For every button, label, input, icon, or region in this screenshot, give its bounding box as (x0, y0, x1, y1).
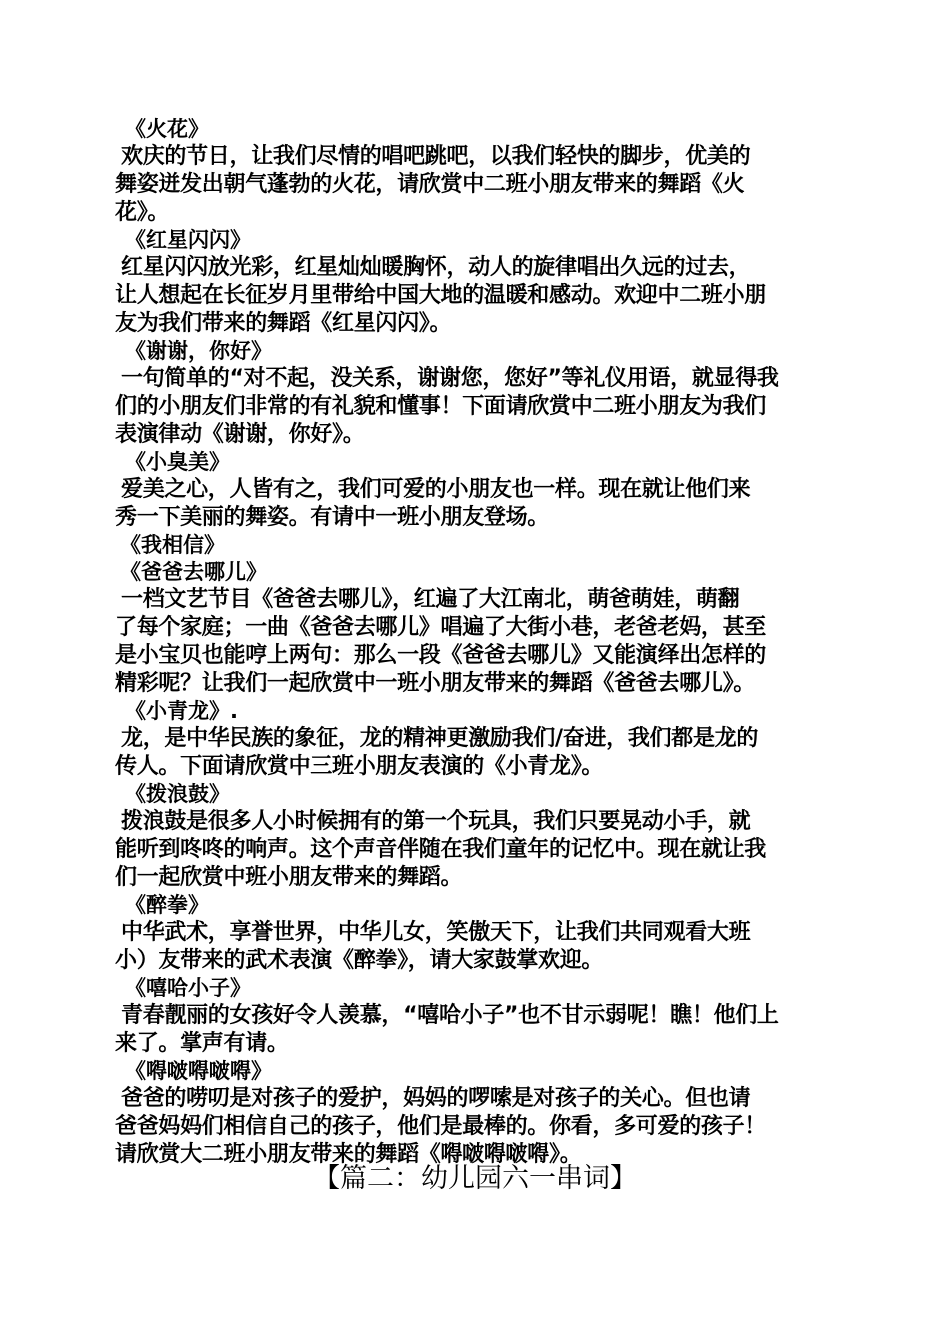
program-intro (115, 476, 837, 532)
program-title: 《火花》 (125, 117, 209, 141)
intro-line: 来了。掌声有请。 (115, 1031, 289, 1056)
intro-line: 了每个家庭；一曲《爸爸去哪儿》唱遍了大街小巷，老爸老妈，甚至 (115, 615, 767, 640)
program-title: 《小臭美》 (125, 450, 230, 474)
program-title: 《谢谢，你好》 (125, 339, 272, 363)
intro-line: 小）友带来的武术表演《醉拳》，请大家鼓掌欢迎。 (115, 948, 604, 973)
intro-line: 们的小朋友们非常的有礼貌和懂事！下面请欣赏中二班小朋友为我们 (115, 394, 767, 419)
program-intro (115, 1085, 837, 1169)
intro-line: 精彩呢？让我们一起欣赏中一班小朋友带来的舞蹈《爸爸去哪儿》。 (115, 671, 756, 696)
intro-line: 爸爸的唠叨是对孩子的爱护，妈妈的啰嗦是对孩子的关心。但也请 (121, 1086, 751, 1111)
program-title: 《嘻哈小子》 (125, 976, 251, 1000)
program-title: 《我相信》 (120, 533, 225, 557)
program-list (115, 116, 837, 1169)
intro-line: 表演律动《谢谢，你好》。 (115, 422, 365, 447)
intro-line: 爱美之心，人皆有之，我们可爱的小朋友也一样。现在就让他们来 (121, 477, 751, 502)
program-title: 《醉拳》 (125, 893, 209, 917)
program-intro (115, 808, 837, 892)
intro-line: 友为我们带来的舞蹈《红星闪闪》。 (115, 311, 452, 336)
intro-line: 一档文艺节目《爸爸去哪儿》，红遍了大江南北，萌爸萌娃，萌翻 (121, 587, 740, 612)
intro-line: 让人想起在长征岁月里带给中国大地的温暖和感动。欢迎中二班小朋 (115, 283, 767, 308)
intro-line: 传人。下面请欣赏中三班小朋友表演的《小青龙》。 (115, 754, 604, 779)
intro-line: 请欣赏大二班小朋友带来的舞蹈《嘚啵嘚啵嘚》。 (115, 1142, 582, 1167)
program-title: 《拨浪鼓》 (125, 782, 230, 806)
program-intro (115, 143, 837, 227)
program-intro (115, 919, 837, 975)
intro-line: 青春靓丽的女孩好令人羡慕，“嘻哈小子”也不甘示弱呢！瞧！他们上 (121, 1003, 779, 1028)
intro-line: 一句简单的“对不起，没关系，谢谢您，您好”等礼仪用语，就显得我 (121, 366, 779, 391)
program-title: 《小青龙》. (125, 699, 238, 723)
intro-line: 舞姿迸发出朝气蓬勃的火花，请欣赏中二班小朋友带来的舞蹈《火 (115, 172, 745, 197)
intro-line: 中华武术，享誉世界，中华儿女，笑傲天下，让我们共同观看大班 (121, 920, 751, 945)
intro-line: 是小宝贝也能哼上两句：那么一段《爸爸去哪儿》又能演绎出怎样的 (115, 643, 767, 668)
program-title: 《红星闪闪》 (125, 228, 251, 252)
program-intro (115, 254, 837, 338)
program-intro (115, 365, 837, 449)
intro-line: 爸爸妈妈们相信自己的孩子，他们是最棒的。你看，多可爱的孩子！ (115, 1114, 767, 1139)
section-heading: 【篇二：幼儿园六一串词】 (313, 1163, 637, 1194)
intro-line: 龙，是中华民族的象征，龙的精神更激励我们/奋进，我们都是龙的 (121, 726, 759, 751)
intro-line: 秀一下美丽的舞姿。有请中一班小朋友登场。 (115, 505, 550, 530)
intro-line: 们一起欣赏中班小朋友带来的舞蹈。 (115, 865, 463, 890)
program-title: 《爸爸去哪儿》 (120, 560, 267, 584)
program-intro (115, 725, 837, 781)
intro-line: 红星闪闪放光彩，红星灿灿暖胸怀，动人的旋律唱出久远的过去， (121, 255, 751, 280)
program-intro (115, 586, 837, 698)
program-title: 《嘚啵嘚啵嘚》 (125, 1059, 272, 1083)
intro-line: 能听到咚咚的响声。这个声音伴随在我们童年的记忆中。现在就让我 (115, 837, 767, 862)
intro-line: 拨浪鼓是很多人小时候拥有的第一个玩具，我们只要晃动小手，就 (121, 809, 751, 834)
intro-line: 欢庆的节日，让我们尽情的唱吧跳吧，以我们轻快的脚步，优美的 (121, 144, 751, 169)
intro-line: 花》。 (115, 200, 170, 225)
program-intro (115, 1002, 837, 1058)
